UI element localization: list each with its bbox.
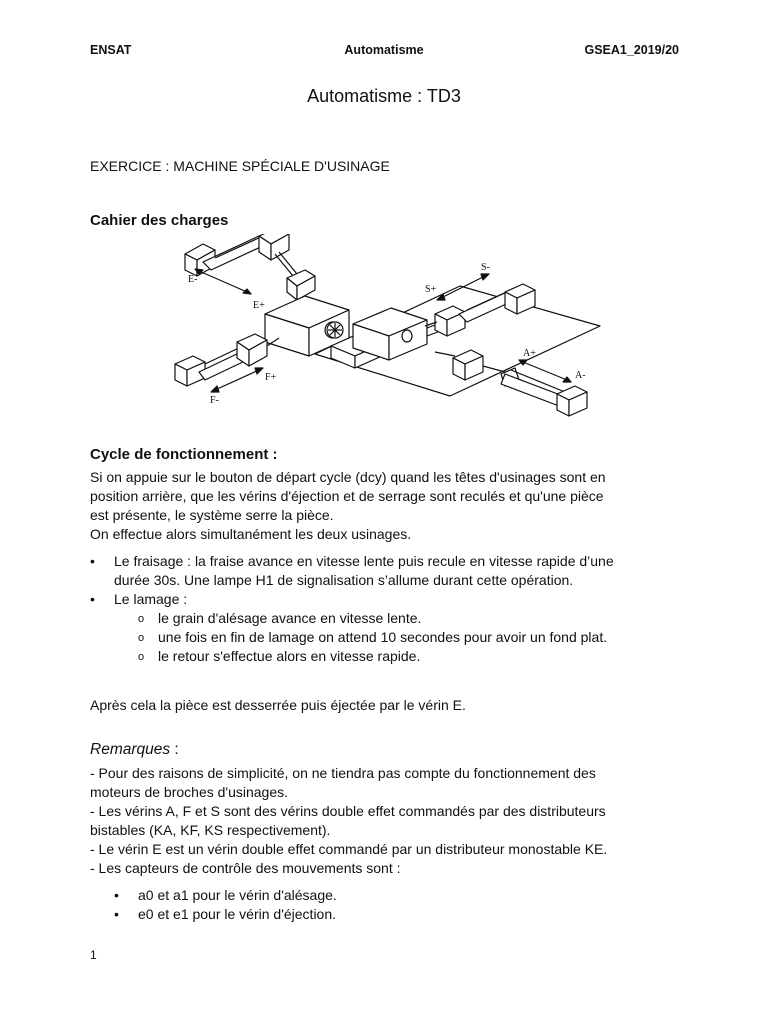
list-item <box>90 905 690 924</box>
document-title: Automatisme : TD3 <box>307 86 461 106</box>
sensor-text: a0 et a1 pour le vérin d'alésage. <box>138 887 337 903</box>
sub-list-item <box>90 609 690 628</box>
cycle-line: Si on appuie sur le bouton de départ cycle (dcy) quand les têtes d'usinages sont en <box>90 469 606 485</box>
remark-line: - Les capteurs de contrôle des mouvements sont : <box>90 860 401 876</box>
mill-cutter <box>325 322 343 338</box>
remark-line: bistables (KA, KF, KS respectivement). <box>90 822 331 838</box>
label-f-plus: F+ <box>265 372 277 383</box>
remarks-colon: : <box>170 741 179 758</box>
sub-bullet-text: le grain d'alésage avance en vitesse lente. <box>158 610 422 626</box>
bullet-icon: • <box>90 591 95 607</box>
sub-bullet-text: le retour s'effectue alors en vitesse rapide. <box>158 648 421 664</box>
bullet-text: durée 30s. Une lampe H1 de signalisation s’allume durant cette opération. <box>114 572 574 588</box>
cylinder-e <box>185 234 315 300</box>
bullet-text: Le lamage : <box>114 591 188 607</box>
operation-list <box>90 552 690 666</box>
label-a-minus: A- <box>575 370 586 381</box>
list-item <box>90 886 690 905</box>
list-item <box>90 590 690 609</box>
circle-bullet-icon: o <box>138 613 145 625</box>
label-s-minus: S- <box>481 262 490 273</box>
label-s-plus: S+ <box>425 284 437 295</box>
remark-line: moteurs de broches d'usinages. <box>90 784 289 800</box>
bullet-text: Le fraisage : la fraise avance en vitesse lente puis recule en vitesse rapide d’une <box>114 553 614 569</box>
cycle-heading: Cycle de fonctionnement : <box>90 446 278 463</box>
header-right: GSEA1_2019/20 <box>584 43 679 57</box>
cycle-line: position arrière, que les vérins d'éjection et de serrage sont reculés et qu'une pièce <box>90 488 604 504</box>
bullet-icon: • <box>114 906 119 922</box>
label-e-minus: E- <box>188 274 198 285</box>
cylinder-f <box>175 334 279 386</box>
list-item <box>90 552 690 571</box>
sensor-list <box>90 886 690 924</box>
bullet-icon: • <box>114 887 119 903</box>
remarks-heading <box>90 741 179 759</box>
bullet-icon: • <box>90 553 95 569</box>
page-number: 1 <box>90 948 97 962</box>
remarks-paragraph <box>90 764 690 878</box>
remark-line: - Pour des raisons de simplicité, on ne tiendra pas compte du fonctionnement des <box>90 765 596 781</box>
sub-bullet-text: une fois en fin de lamage on attend 10 secondes pour avoir un fond plat. <box>158 629 608 645</box>
remark-line: - Les vérins A, F et S sont des vérins double effet commandés par des distributeurs <box>90 803 606 819</box>
label-e-plus: E+ <box>253 300 265 311</box>
cahier-heading: Cahier des charges <box>90 212 229 229</box>
machine-diagram <box>155 234 615 418</box>
cycle-paragraph <box>90 468 690 544</box>
remark-line: - Le vérin E est un vérin double effet commandé par un distributeur monostable KE. <box>90 841 608 857</box>
cycle-line: est présente, le système serre la pièce. <box>90 507 334 523</box>
sub-list-item <box>90 647 690 666</box>
sensor-text: e0 et e1 pour le vérin d'éjection. <box>138 906 337 922</box>
header-left: ENSAT <box>90 43 132 57</box>
cycle-line: On effectue alors simultanément les deux usinages. <box>90 526 412 542</box>
label-a-plus: A+ <box>523 348 536 359</box>
circle-bullet-icon: o <box>138 632 145 644</box>
header-center: Automatisme <box>344 43 424 57</box>
exercise-heading: EXERCICE : MACHINE SPÉCIALE D'USINAGE <box>90 158 390 174</box>
label-f-minus: F- <box>210 395 219 406</box>
after-paragraph: Après cela la pièce est desserrée puis éjectée par le vérin E. <box>90 697 466 713</box>
circle-bullet-icon: o <box>138 651 145 663</box>
remarks-title: Remarques <box>90 741 171 758</box>
sub-list-item <box>90 628 690 647</box>
list-item-continuation <box>90 571 690 590</box>
